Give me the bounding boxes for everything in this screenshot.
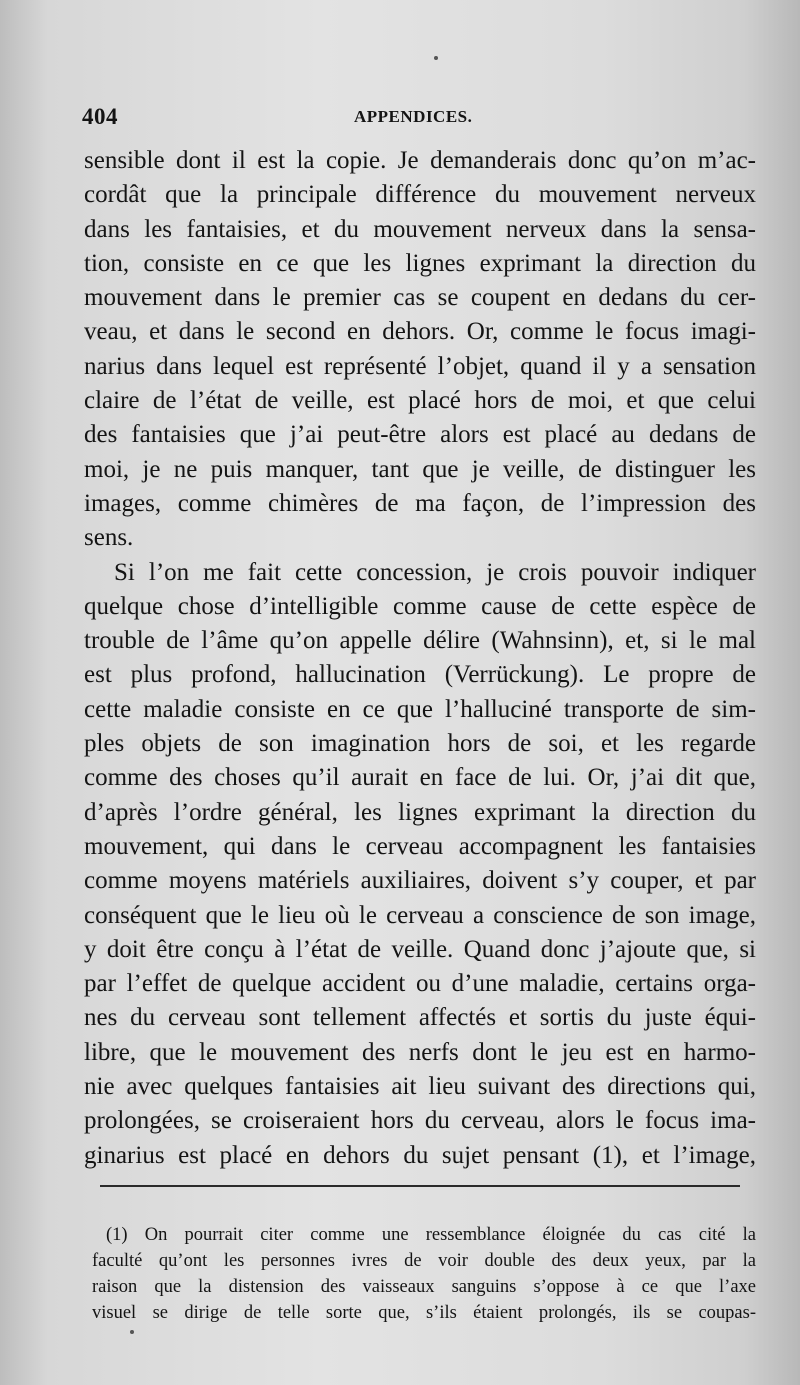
footnote-divider: [100, 1185, 740, 1187]
body-line: quelque chose d’intelligible comme cause de cette espèce de: [84, 592, 756, 620]
body-line: cette maladie consiste en ce que l’halluciné transporte de sim-: [84, 695, 756, 723]
body-line: claire de l’état de veille, est placé hors de moi, et que celui: [84, 387, 756, 415]
footnote-line: raison que la distension des vaisseaux sanguins s’oppose à ce que l’axe: [92, 1277, 756, 1297]
body-line: cordât que la principale différence du mouvement nerveux: [84, 181, 756, 209]
body-line: est plus profond, hallucination (Verrückung). Le propre de: [84, 661, 756, 689]
body-line: Si l’on me fait cette concession, je crois pouvoir indiquer: [114, 558, 756, 586]
running-head: APPENDICES.: [354, 107, 473, 126]
body-line: moi, je ne puis manquer, tant que je veille, de distinguer les: [84, 455, 756, 483]
body-line: tion, consiste en ce que les lignes exprimant la direction du: [84, 249, 756, 277]
body-line: des fantaisies que j’ai peut-être alors est placé au dedans de: [84, 421, 756, 449]
body-text: [84, 144, 756, 1173]
body-line: conséquent que le lieu où le cerveau a conscience de son image,: [84, 901, 756, 929]
body-line: mouvement dans le premier cas se coupent en dedans du cer-: [84, 284, 756, 312]
body-line: images, comme chimères de ma façon, de l’impression des: [84, 489, 756, 517]
body-line: mouvement, qui dans le cerveau accompagnent les fantaisies: [84, 832, 756, 860]
body-line: prolongées, se croiseraient hors du cerveau, alors le focus ima-: [84, 1107, 756, 1135]
body-line: libre, que le mouvement des nerfs dont le jeu est en harmo-: [84, 1038, 756, 1066]
body-line: comme moyens matériels auxiliaires, doivent s’y couper, et par: [84, 867, 756, 895]
paper-speck: [434, 56, 438, 60]
body-line: d’après l’ordre général, les lignes exprimant la direction du: [84, 798, 756, 826]
body-line: par l’effet de quelque accident ou d’une maladie, certains orga-: [84, 970, 756, 998]
body-line: sensible dont il est la copie. Je demanderais donc qu’on m’ac-: [84, 147, 756, 174]
body-line: veau, et dans le second en dehors. Or, comme le focus imagi-: [84, 318, 756, 346]
body-line: y doit être conçu à l’état de veille. Quand donc j’ajoute que, si: [84, 935, 756, 963]
body-line: dans les fantaisies, et du mouvement nerveux dans la sensa-: [84, 215, 756, 243]
page-number: 404: [82, 104, 118, 129]
paper-speck: [130, 1330, 134, 1334]
body-line: comme des choses qu’il aurait en face de lui. Or, j’ai dit que,: [84, 764, 756, 792]
footnote-line: (1) On pourrait citer comme une ressemblance éloignée du cas cité la: [106, 1225, 756, 1245]
body-line: trouble de l’âme qu’on appelle délire (Wahnsinn), et, si le mal: [84, 627, 756, 655]
body-line: narius dans lequel est représenté l’objet, quand il y a sensation: [84, 352, 756, 380]
footnote-line: faculté qu’ont les personnes ivres de voir double des deux yeux, par la: [92, 1251, 756, 1271]
footnote-line: visuel se dirige de telle sorte que, s’ils étaient prolongés, ils se coupas-: [92, 1303, 756, 1323]
body-line: nes du cerveau sont tellement affectés et sortis du juste équi-: [84, 1004, 756, 1032]
body-line: ples objets de son imagination hors de soi, et les regarde: [84, 730, 756, 758]
page-header: [82, 104, 762, 134]
body-line: nie avec quelques fantaisies ait lieu suivant des directions qui,: [84, 1073, 756, 1101]
body-line: sens.: [84, 524, 134, 552]
body-line: ginarius est placé en dehors du sujet pensant (1), et l’image,: [84, 1141, 756, 1169]
footnotes: [92, 1222, 756, 1326]
